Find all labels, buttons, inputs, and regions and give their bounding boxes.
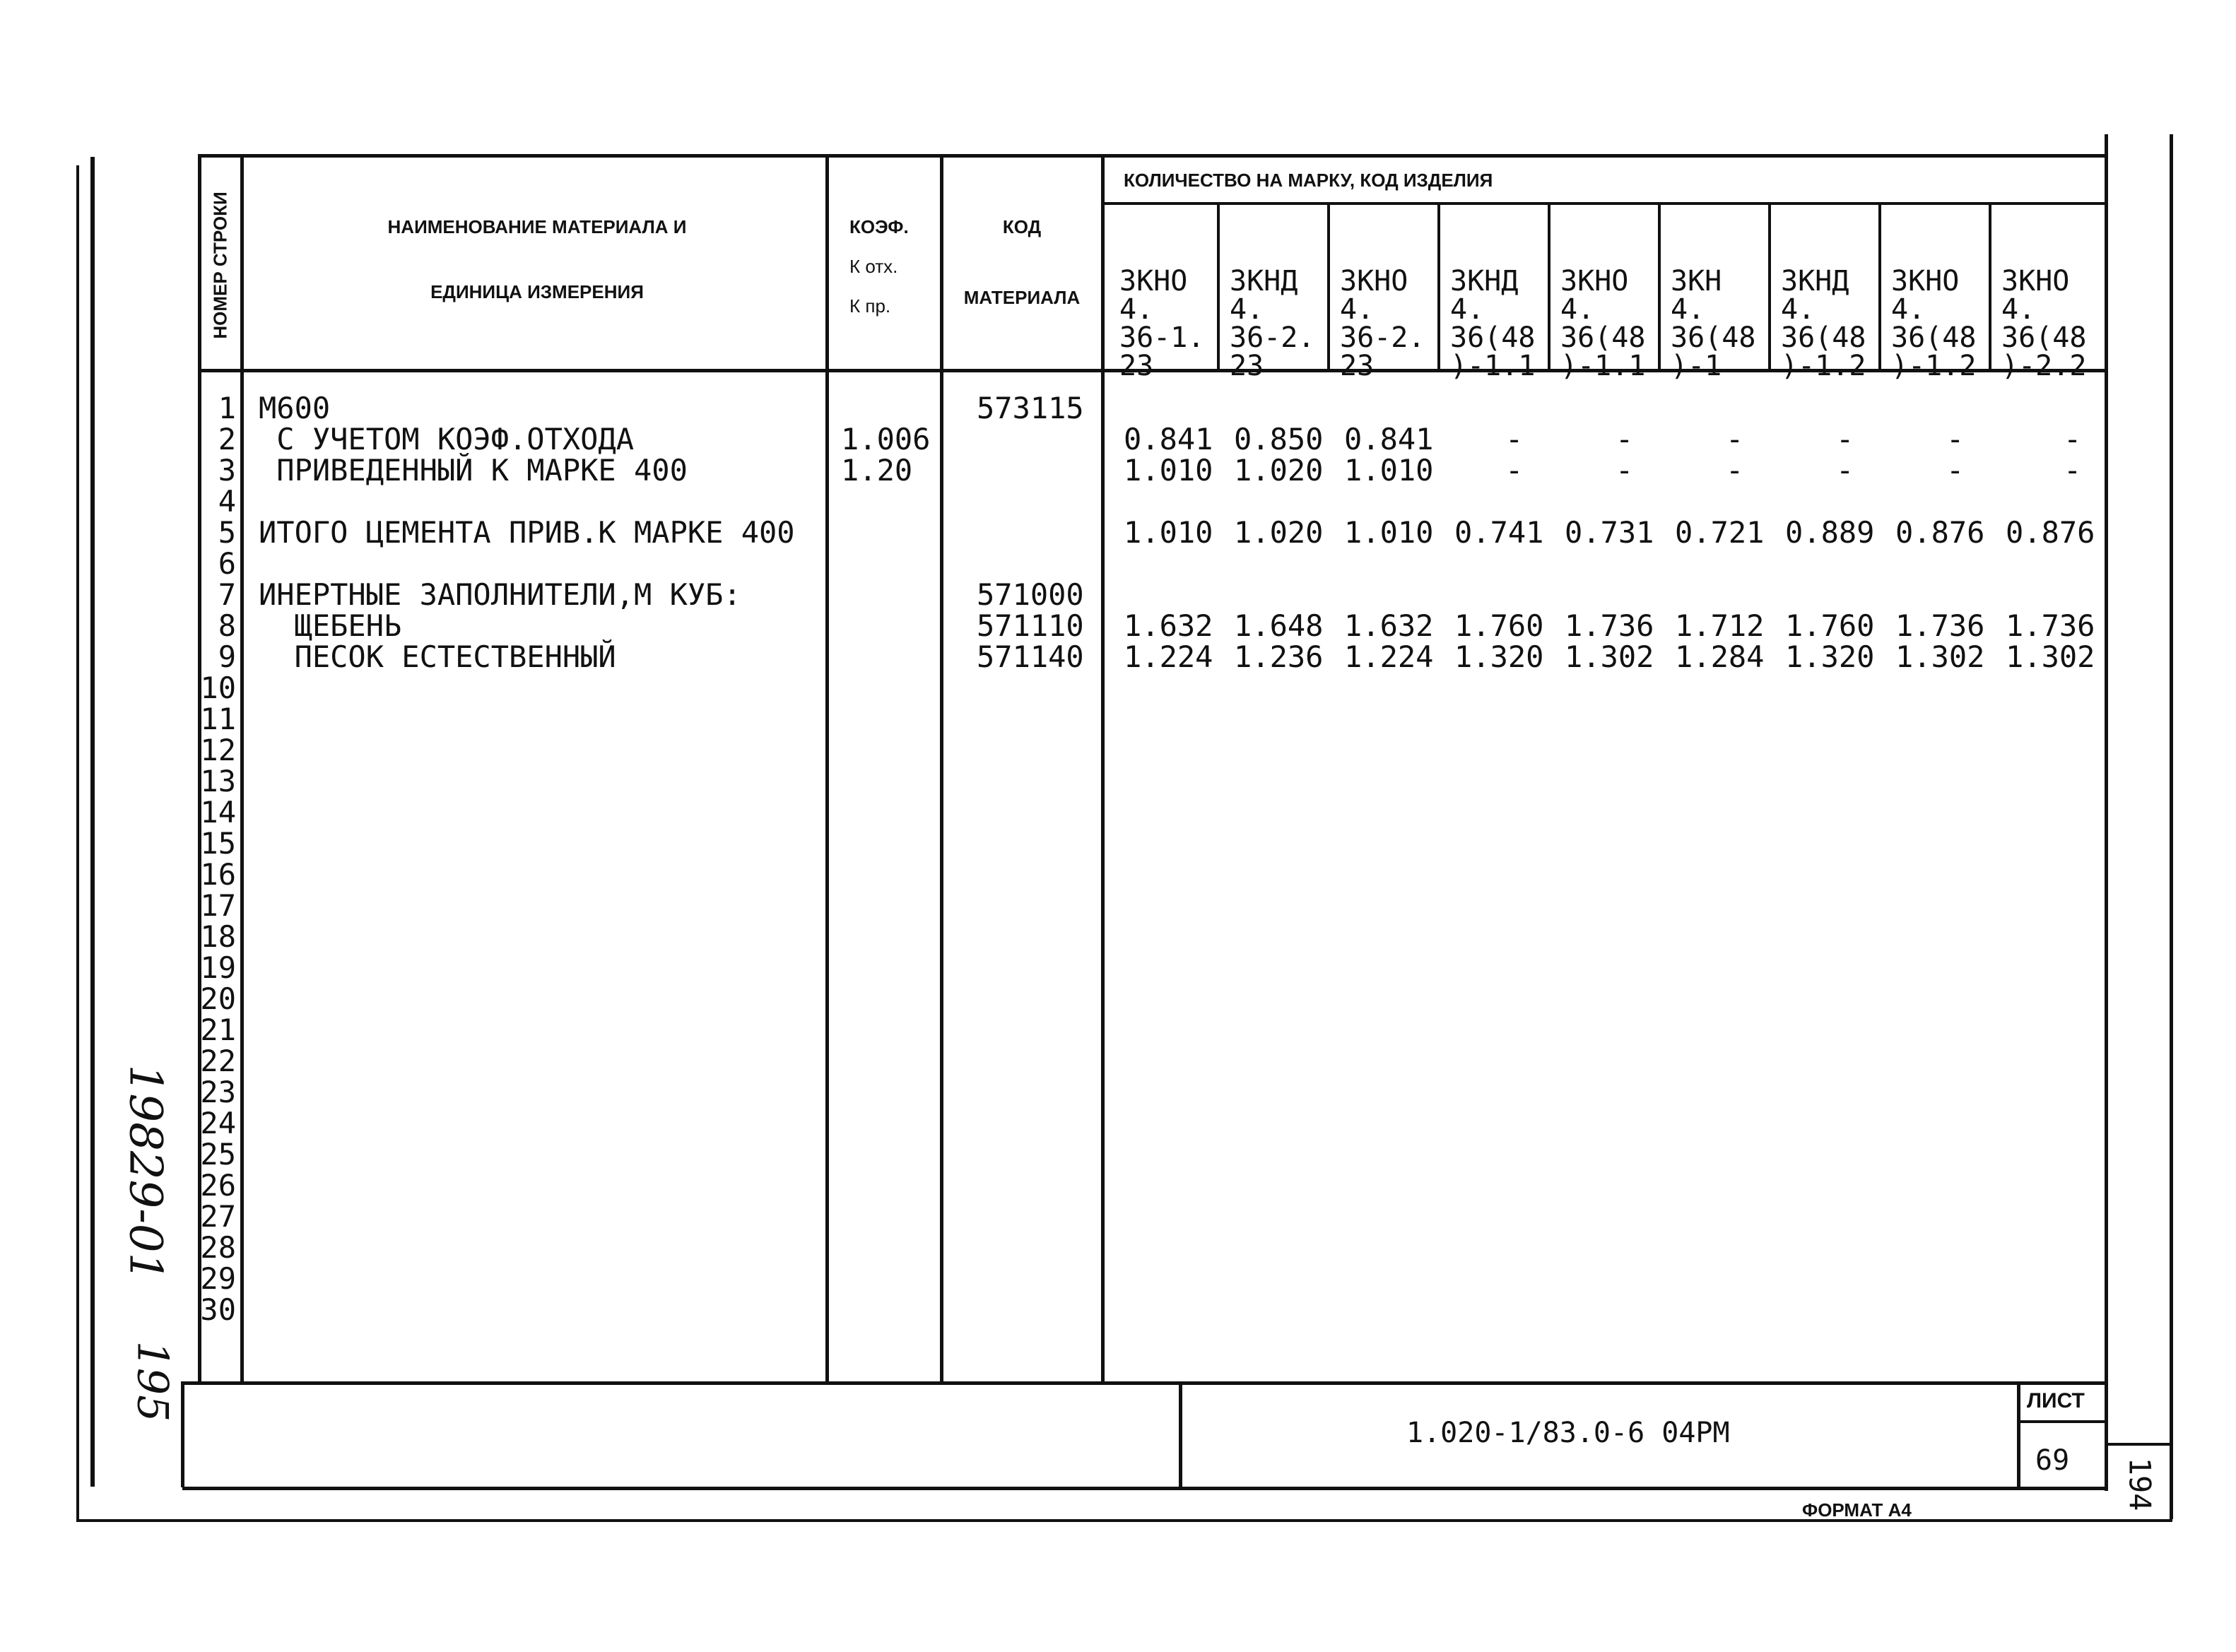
stamp-divider — [1179, 1381, 1182, 1487]
col-sep-coef — [825, 154, 829, 1383]
value-cell: 0.841 — [1344, 422, 1434, 456]
sheet-number: 69 — [2035, 1444, 2070, 1477]
row-number: 20 — [200, 981, 236, 1016]
value-cell: 1.020 — [1234, 453, 1324, 488]
frame-right — [2105, 134, 2108, 1491]
coef-header-line2: К отх. — [849, 256, 898, 277]
frame-bottom — [182, 1487, 2107, 1490]
page-number-note: 195 — [127, 1340, 177, 1422]
sheet-box-mid — [2017, 1420, 2106, 1423]
product-col-8: 3КНО 4. 36(48 )-1.2 — [1891, 265, 1977, 382]
value-cell: - — [2064, 453, 2082, 488]
value-cell: - — [1946, 453, 1965, 488]
subcol-sep-4 — [1548, 203, 1551, 370]
material-name-r3: ПРИВЕДЕННЫЙ К МАРКЕ 400 — [259, 453, 688, 488]
value-cell: 1.020 — [1234, 515, 1324, 550]
row-number: 25 — [200, 1137, 236, 1172]
row-number: 27 — [200, 1199, 236, 1234]
value-cell: 1.632 — [1124, 608, 1213, 643]
format-label: ФОРМАТ А4 — [1802, 1499, 1912, 1521]
value-cell: 0.731 — [1565, 515, 1654, 550]
row-number: 29 — [200, 1261, 236, 1296]
value-cell: 1.736 — [1565, 608, 1654, 643]
name-header-line1: НАИМЕНОВАНИЕ МАТЕРИАЛА И — [387, 216, 687, 237]
code-r9: 571140 — [977, 639, 1084, 674]
row-number: 30 — [200, 1292, 236, 1327]
row-number: 21 — [200, 1013, 236, 1047]
value-cell: - — [1726, 453, 1744, 488]
subcol-sep-7 — [1878, 203, 1881, 370]
product-col-7: 3КНД 4. 36(48 )-1.2 — [1781, 265, 1866, 382]
frame-left-outer — [90, 157, 95, 1487]
value-cell: 0.850 — [1234, 422, 1324, 456]
value-cell: 1.236 — [1234, 639, 1324, 674]
value-cell: - — [1946, 422, 1965, 456]
value-cell: 1.010 — [1124, 515, 1213, 550]
material-name-r8: ЩЕБЕНЬ — [259, 608, 402, 643]
product-col-6: 3КН 4. 36(48 )-1 — [1671, 265, 1756, 382]
value-cell: 1.010 — [1124, 453, 1213, 488]
value-cell: 0.721 — [1675, 515, 1765, 550]
value-cell: - — [2064, 422, 2082, 456]
row-number: 7 — [218, 577, 236, 612]
value-cell: 1.712 — [1675, 608, 1765, 643]
value-cell: 1.302 — [1565, 639, 1654, 674]
value-cell: - — [1726, 422, 1744, 456]
value-cell: - — [1836, 453, 1854, 488]
row-number: 15 — [200, 826, 236, 861]
value-cell: 1.760 — [1454, 608, 1544, 643]
coef-header-line1: КОЭФ. — [849, 216, 909, 237]
material-name-r2: С УЧЕТОМ КОЭФ.ОТХОДА — [259, 422, 635, 456]
coef-r2: 1.006 — [841, 422, 931, 456]
qty-header: КОЛИЧЕСТВО НА МАРКУ, КОД ИЗДЕЛИЯ — [1124, 170, 1493, 191]
value-cell: 0.741 — [1454, 515, 1544, 550]
material-name-r1: М600 — [259, 391, 331, 425]
qty-header-line — [1101, 202, 2105, 205]
row-number: 11 — [200, 702, 236, 736]
value-cell: 0.876 — [2006, 515, 2095, 550]
value-cell: 1.224 — [1344, 639, 1434, 674]
frame-top — [198, 154, 2106, 158]
sheet-box-left — [2017, 1381, 2020, 1487]
product-col-3: 3КНО 4. 36-2. 23 — [1340, 265, 1425, 382]
row-number: 3 — [218, 453, 236, 488]
col-sep-values — [1101, 154, 1105, 1383]
row-number-column — [195, 393, 239, 1382]
subcol-sep-3 — [1437, 203, 1440, 370]
row-number: 5 — [218, 515, 236, 550]
product-col-1: 3КНО 4. 36-1. 23 — [1119, 265, 1205, 382]
code-header-line2: МАТЕРИАЛА — [963, 287, 1081, 308]
col-sep-name — [240, 154, 244, 1383]
value-cell: 1.284 — [1675, 639, 1765, 674]
inventory-number-note: 19829-01 — [119, 1064, 171, 1282]
table-bottom-line — [181, 1381, 2106, 1385]
sheet-label: ЛИСТ — [2027, 1389, 2085, 1412]
name-header-line2: ЕДИНИЦА ИЗМЕРЕНИЯ — [430, 281, 644, 302]
row-number: 18 — [200, 919, 236, 954]
value-cell: 1.320 — [1454, 639, 1544, 674]
row-number: 10 — [200, 671, 236, 705]
row-number: 23 — [200, 1075, 236, 1109]
row-number: 19 — [200, 950, 236, 985]
value-cell: 0.889 — [1785, 515, 1875, 550]
product-col-4: 3КНД 4. 36(48 )-1.1 — [1450, 265, 1536, 382]
row-number: 2 — [218, 422, 236, 456]
value-cell: 0.841 — [1124, 422, 1213, 456]
row-number: 14 — [200, 795, 236, 830]
value-cell: 1.010 — [1344, 453, 1434, 488]
subcol-sep-8 — [1989, 203, 1991, 370]
coef-r3: 1.20 — [841, 453, 913, 488]
value-cell: 1.320 — [1785, 639, 1875, 674]
value-cell: 1.302 — [1895, 639, 1985, 674]
value-cell: 1.632 — [1344, 608, 1434, 643]
row-number: 28 — [200, 1230, 236, 1265]
row-number: 13 — [200, 764, 236, 798]
code-r1: 573115 — [977, 391, 1084, 425]
material-name-r5: ИТОГО ЦЕМЕНТА ПРИВ.К МАРКЕ 400 — [259, 515, 795, 550]
row-number-header: НОМЕР СТРОКИ — [209, 191, 231, 339]
row-number: 24 — [200, 1106, 236, 1140]
row-number: 8 — [218, 608, 236, 643]
product-col-9: 3КНО 4. 36(48 )-2.2 — [2001, 265, 2087, 382]
value-cell: 1.760 — [1785, 608, 1875, 643]
value-cell: 1.648 — [1234, 608, 1324, 643]
value-cell: 1.302 — [2006, 639, 2095, 674]
code-header-line1: КОД — [1002, 216, 1042, 237]
side-box-top — [2107, 1443, 2172, 1446]
frame-left-far — [76, 165, 79, 1522]
coef-header-line3: К пр. — [849, 295, 891, 317]
value-cell: - — [1616, 422, 1634, 456]
value-cell: - — [1836, 422, 1854, 456]
value-cell: - — [1505, 453, 1524, 488]
value-cell: 1.736 — [1895, 608, 1985, 643]
material-name-r9: ПЕСОК ЕСТЕСТВЕННЫЙ — [259, 639, 616, 674]
subcol-sep-5 — [1658, 203, 1661, 370]
frame-far-right — [2170, 134, 2173, 1519]
subcol-sep-1 — [1217, 203, 1220, 370]
subcol-sep-6 — [1768, 203, 1771, 370]
subcol-sep-2 — [1327, 203, 1330, 370]
code-r8: 571110 — [977, 608, 1084, 643]
row-number: 22 — [200, 1044, 236, 1078]
value-cell: 1.224 — [1124, 639, 1213, 674]
row-number: 4 — [218, 484, 236, 519]
code-r7: 571000 — [977, 577, 1084, 612]
value-cell: - — [1505, 422, 1524, 456]
material-name-r7: ИНЕРТНЫЕ ЗАПОЛНИТЕЛИ,М КУБ: — [259, 577, 741, 612]
value-cell: - — [1616, 453, 1634, 488]
document-code: 1.020-1/83.0-6 04РМ — [1406, 1417, 1730, 1449]
row-number: 9 — [218, 639, 236, 674]
row-number: 16 — [200, 857, 236, 892]
value-cell: 0.876 — [1895, 515, 1985, 550]
row-number: 12 — [200, 733, 236, 767]
value-cell: 1.736 — [2006, 608, 2095, 643]
row-number: 17 — [200, 888, 236, 923]
row-number: 1 — [218, 391, 236, 425]
product-col-2: 3КНД 4. 36-2. 23 — [1230, 265, 1315, 382]
side-page-number: 194 — [2122, 1457, 2158, 1511]
row-number: 26 — [200, 1168, 236, 1203]
col-sep-code — [940, 154, 943, 1383]
value-cell: 1.010 — [1344, 515, 1434, 550]
product-col-5: 3КНО 4. 36(48 )-1.1 — [1560, 265, 1646, 382]
row-number: 6 — [218, 546, 236, 581]
